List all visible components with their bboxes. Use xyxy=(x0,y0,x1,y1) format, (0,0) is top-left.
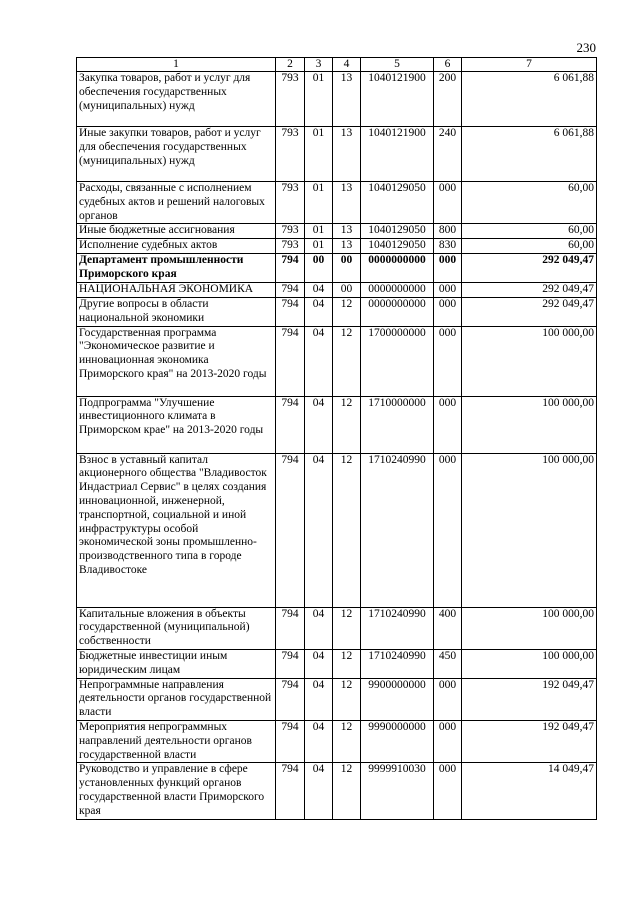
row-code-cell: 9990000000 xyxy=(361,720,434,762)
row-amount-cell: 292 049,47 xyxy=(462,254,597,283)
row-code-cell: 794 xyxy=(276,297,305,326)
row-code-cell: 793 xyxy=(276,127,305,182)
row-code-cell: 793 xyxy=(276,239,305,254)
row-code-cell: 000 xyxy=(434,326,462,396)
row-code-cell: 1040129050 xyxy=(361,239,434,254)
row-code-cell: 1040121900 xyxy=(361,72,434,127)
row-amount-cell: 60,00 xyxy=(462,239,597,254)
row-code-cell: 12 xyxy=(333,720,361,762)
row-code-cell: 000 xyxy=(434,396,462,453)
row-name-cell: Иные закупки товаров, работ и услуг для обеспечения государственных (муниципальных) нужд xyxy=(77,127,276,182)
row-code-cell: 1040129050 xyxy=(361,182,434,224)
row-code-cell: 12 xyxy=(333,607,361,649)
row-amount-cell: 292 049,47 xyxy=(462,297,597,326)
row-name-cell: Взнос в уставный капитал акционерного общества "Владивосток Индастриал Сервис" в целях создания инновационной, инженерной, транспортной, социальной и иной инфраструктуры особой экономической зоны промышленно-производственного типа в городе Владивостоке xyxy=(77,453,276,607)
row-amount-cell: 100 000,00 xyxy=(462,396,597,453)
table-row xyxy=(77,254,597,283)
table-row xyxy=(77,678,597,720)
row-code-cell: 794 xyxy=(276,453,305,607)
row-code-cell: 200 xyxy=(434,72,462,127)
table-row xyxy=(77,182,597,224)
row-code-cell: 0000000000 xyxy=(361,297,434,326)
row-code-cell: 01 xyxy=(305,182,333,224)
row-code-cell: 00 xyxy=(333,254,361,283)
row-code-cell: 1710240990 xyxy=(361,607,434,649)
row-code-cell: 04 xyxy=(305,720,333,762)
row-code-cell: 000 xyxy=(434,254,462,283)
table-row xyxy=(77,72,597,127)
row-code-cell: 04 xyxy=(305,326,333,396)
table-row xyxy=(77,649,597,678)
row-code-cell: 794 xyxy=(276,649,305,678)
row-code-cell: 1700000000 xyxy=(361,326,434,396)
row-name-cell: Непрограммные направления деятельности органов государственной власти xyxy=(77,678,276,720)
row-code-cell: 9900000000 xyxy=(361,678,434,720)
row-code-cell: 04 xyxy=(305,607,333,649)
table-row xyxy=(77,326,597,396)
table-row xyxy=(77,239,597,254)
row-amount-cell: 14 049,47 xyxy=(462,763,597,819)
row-code-cell: 04 xyxy=(305,763,333,819)
row-name-cell: НАЦИОНАЛЬНАЯ ЭКОНОМИКА xyxy=(77,282,276,297)
row-code-cell: 793 xyxy=(276,224,305,239)
row-code-cell: 13 xyxy=(333,224,361,239)
row-code-cell: 794 xyxy=(276,282,305,297)
row-code-cell: 793 xyxy=(276,72,305,127)
row-code-cell: 04 xyxy=(305,396,333,453)
row-code-cell: 01 xyxy=(305,127,333,182)
row-code-cell: 000 xyxy=(434,678,462,720)
row-code-cell: 12 xyxy=(333,763,361,819)
row-code-cell: 830 xyxy=(434,239,462,254)
row-code-cell: 1040129050 xyxy=(361,224,434,239)
row-name-cell: Иные бюджетные ассигнования xyxy=(77,224,276,239)
header-cell: 5 xyxy=(361,58,434,72)
row-code-cell: 800 xyxy=(434,224,462,239)
row-name-cell: Государственная программа "Экономическое развитие и инновационная экономика Приморского края" на 2013-2020 годы xyxy=(77,326,276,396)
row-code-cell: 794 xyxy=(276,607,305,649)
row-code-cell: 04 xyxy=(305,649,333,678)
row-name-cell: Другие вопросы в области национальной экономики xyxy=(77,297,276,326)
row-amount-cell: 100 000,00 xyxy=(462,326,597,396)
row-code-cell: 1710240990 xyxy=(361,453,434,607)
row-code-cell: 240 xyxy=(434,127,462,182)
row-name-cell: Бюджетные инвестиции иным юридическим лицам xyxy=(77,649,276,678)
row-name-cell: Исполнение судебных актов xyxy=(77,239,276,254)
row-code-cell: 0000000000 xyxy=(361,282,434,297)
row-code-cell: 794 xyxy=(276,326,305,396)
row-amount-cell: 100 000,00 xyxy=(462,649,597,678)
row-name-cell: Мероприятия непрограммных направлений деятельности органов государственной власти xyxy=(77,720,276,762)
row-amount-cell: 6 061,88 xyxy=(462,72,597,127)
row-name-cell: Руководство и управление в сфере установленных функций органов государственной власти Приморского края xyxy=(77,763,276,819)
table-row xyxy=(77,224,597,239)
row-code-cell: 12 xyxy=(333,678,361,720)
row-amount-cell: 6 061,88 xyxy=(462,127,597,182)
row-code-cell: 12 xyxy=(333,453,361,607)
table-row xyxy=(77,763,597,819)
row-code-cell: 13 xyxy=(333,182,361,224)
row-code-cell: 13 xyxy=(333,72,361,127)
budget-table xyxy=(76,57,597,820)
table-row xyxy=(77,282,597,297)
table-row xyxy=(77,396,597,453)
row-code-cell: 04 xyxy=(305,678,333,720)
table-row xyxy=(77,607,597,649)
row-code-cell: 04 xyxy=(305,282,333,297)
header-cell: 1 xyxy=(77,58,276,72)
row-code-cell: 01 xyxy=(305,224,333,239)
row-code-cell: 400 xyxy=(434,607,462,649)
table-row xyxy=(77,297,597,326)
row-amount-cell: 292 049,47 xyxy=(462,282,597,297)
row-amount-cell: 100 000,00 xyxy=(462,607,597,649)
row-code-cell: 04 xyxy=(305,453,333,607)
row-amount-cell: 100 000,00 xyxy=(462,453,597,607)
header-cell: 3 xyxy=(305,58,333,72)
table-row xyxy=(77,720,597,762)
row-code-cell: 12 xyxy=(333,396,361,453)
row-code-cell: 000 xyxy=(434,763,462,819)
row-code-cell: 1710000000 xyxy=(361,396,434,453)
page-number: 230 xyxy=(576,40,596,55)
row-code-cell: 000 xyxy=(434,282,462,297)
row-code-cell: 794 xyxy=(276,678,305,720)
row-amount-cell: 60,00 xyxy=(462,224,597,239)
header-cell: 2 xyxy=(276,58,305,72)
row-code-cell: 04 xyxy=(305,297,333,326)
row-code-cell: 9999910030 xyxy=(361,763,434,819)
row-code-cell: 01 xyxy=(305,72,333,127)
row-name-cell: Подпрограмма "Улучшение инвестиционного климата в Приморском крае" на 2013-2020 годы xyxy=(77,396,276,453)
header-row xyxy=(77,58,597,72)
row-code-cell: 000 xyxy=(434,720,462,762)
row-amount-cell: 60,00 xyxy=(462,182,597,224)
row-code-cell: 01 xyxy=(305,239,333,254)
row-code-cell: 794 xyxy=(276,254,305,283)
row-name-cell: Закупка товаров, работ и услуг для обеспечения государственных (муниципальных) нужд xyxy=(77,72,276,127)
row-code-cell: 794 xyxy=(276,763,305,819)
row-name-cell: Капитальные вложения в объекты государственной (муниципальной) собственности xyxy=(77,607,276,649)
row-code-cell: 00 xyxy=(333,282,361,297)
row-code-cell: 1710240990 xyxy=(361,649,434,678)
row-code-cell: 1040121900 xyxy=(361,127,434,182)
row-code-cell: 12 xyxy=(333,297,361,326)
row-code-cell: 13 xyxy=(333,239,361,254)
row-code-cell: 00 xyxy=(305,254,333,283)
row-code-cell: 0000000000 xyxy=(361,254,434,283)
row-name-cell: Расходы, связанные с исполнением судебных актов и решений налоговых органов xyxy=(77,182,276,224)
row-code-cell: 000 xyxy=(434,453,462,607)
header-cell: 4 xyxy=(333,58,361,72)
row-code-cell: 450 xyxy=(434,649,462,678)
row-code-cell: 13 xyxy=(333,127,361,182)
row-amount-cell: 192 049,47 xyxy=(462,720,597,762)
row-code-cell: 000 xyxy=(434,182,462,224)
row-code-cell: 794 xyxy=(276,720,305,762)
header-cell: 7 xyxy=(462,58,597,72)
row-code-cell: 12 xyxy=(333,649,361,678)
row-name-cell: Департамент промышленности Приморского края xyxy=(77,254,276,283)
row-code-cell: 12 xyxy=(333,326,361,396)
header-cell: 6 xyxy=(434,58,462,72)
table-row xyxy=(77,453,597,607)
row-code-cell: 793 xyxy=(276,182,305,224)
row-code-cell: 794 xyxy=(276,396,305,453)
row-code-cell: 000 xyxy=(434,297,462,326)
table-row xyxy=(77,127,597,182)
row-amount-cell: 192 049,47 xyxy=(462,678,597,720)
